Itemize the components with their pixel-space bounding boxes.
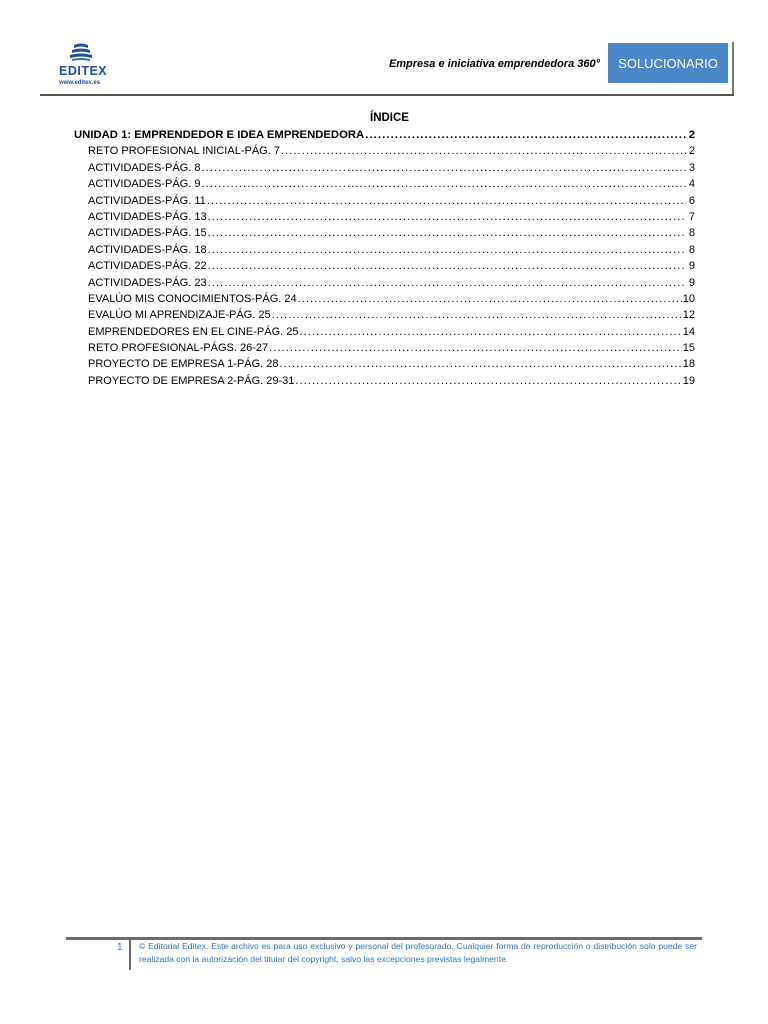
toc-entry[interactable] [74,225,695,241]
page-header [40,40,734,96]
toc-leader-dots [208,242,686,258]
toc-entry-label: UNIDAD 1: EMPRENDEDOR E IDEA EMPRENDEDORA [74,129,365,141]
toc-leader-dots [272,307,682,323]
toc-leader-dots [298,291,682,307]
toc-entry-list [74,143,695,389]
footer-vertical-rule [129,940,131,970]
toc-entry[interactable] [74,176,695,192]
toc-leader-dots [295,373,681,389]
toc-entry[interactable] [74,143,695,159]
toc-entry-label: ACTIVIDADES-PÁG. 13 [88,210,207,223]
toc-entry-label: EVALÚO MIS CONOCIMIENTOS-PÁG. 24 [88,292,297,305]
toc-entry[interactable] [74,242,695,258]
toc-leader-dots [207,193,686,209]
toc-entry-page: 7 [688,210,695,223]
toc-entry-page: 8 [688,243,695,256]
toc-leader-dots [269,340,682,356]
toc-entry-page: 12 [682,309,695,322]
page-footer [66,937,702,969]
toc-entry[interactable] [74,209,695,225]
toc-entry-label: EMPRENDEDORES EN EL CINE-PÁG. 25 [88,325,299,338]
toc-entry-label: PROYECTO DE EMPRESA 1-PÁG. 28 [88,358,279,371]
header-vertical-rule [732,42,734,94]
toc-entry-label: EVALÚO MI APRENDIZAJE-PÁG. 25 [88,309,271,322]
toc-leader-dots [201,160,686,176]
toc-entry-page: 4 [688,178,695,191]
toc-leader-dots [299,324,681,340]
toc-entry-label: ACTIVIDADES-PÁG. 8 [88,161,201,174]
footer-page-number: 1 [117,942,123,953]
toc-entry[interactable] [74,340,695,356]
toc-entry-label: PROYECTO DE EMPRESA 2-PÁG. 29-31 [88,374,295,387]
editex-logo [48,42,108,90]
book-stack-icon [48,42,108,66]
toc-entry[interactable] [74,324,695,340]
toc-entry[interactable] [74,258,695,274]
solucionario-badge: SOLUCIONARIO [608,43,728,83]
toc-entry-page: 9 [688,276,695,289]
copyright-notice: © Editorial Editex. Este archivo es para uso exclusivo y personal del profesorado. Cualquier forma de reproducción o distribución solo puede ser realizada con la autorización del titular del copyright, salvo las excepciones previstas legalmente. [139,941,697,964]
toc-entry-label: RETO PROFESIONAL-PÁGS. 26-27 [88,342,269,355]
toc-entry-label: ACTIVIDADES-PÁG. 15 [88,227,207,240]
toc-leader-dots [281,143,686,159]
logo-wordmark: EDITEX [59,64,108,78]
toc-entry-page: 2 [688,129,695,141]
toc-entry-page: 10 [682,292,695,305]
toc-leader-dots [208,209,686,225]
toc-leader-dots [280,356,682,372]
table-of-contents [74,110,695,389]
toc-entry-page: 19 [682,374,695,387]
toc-entry-page: 15 [682,342,695,355]
toc-heading: ÍNDICE [370,112,409,124]
header-rule [40,94,734,96]
logo-url: www.editex.es [59,80,101,86]
toc-entry[interactable] [74,291,695,307]
toc-entry-label: ACTIVIDADES-PÁG. 11 [88,194,206,207]
toc-entry[interactable] [74,373,695,389]
toc-unit-entry[interactable] [74,127,695,143]
toc-entry-label: ACTIVIDADES-PÁG. 22 [88,260,207,273]
toc-entry-label: ACTIVIDADES-PÁG. 23 [88,276,207,289]
toc-entry-label: ACTIVIDADES-PÁG. 9 [88,178,201,191]
toc-entry-page: 18 [682,358,695,371]
toc-leader-dots [208,275,686,291]
toc-leader-dots [208,225,686,241]
toc-entry-label: ACTIVIDADES-PÁG. 18 [88,243,207,256]
toc-entry-page: 2 [688,145,695,158]
toc-entry-page: 14 [682,325,695,338]
toc-entry-page: 6 [688,194,695,207]
toc-entry[interactable] [74,307,695,323]
toc-entry[interactable] [74,160,695,176]
toc-entry[interactable] [74,356,695,372]
toc-entry-page: 8 [688,227,695,240]
toc-entry[interactable] [74,193,695,209]
toc-entry-page: 9 [688,260,695,273]
toc-leader-dots [365,127,686,143]
toc-entry-label: RETO PROFESIONAL INICIAL-PÁG. 7 [88,145,280,158]
toc-leader-dots [208,258,686,274]
toc-entry[interactable] [74,275,695,291]
toc-entry-page: 3 [688,161,695,174]
book-title: Empresa e iniciativa emprendedora 360° [388,58,600,70]
toc-leader-dots [201,176,686,192]
